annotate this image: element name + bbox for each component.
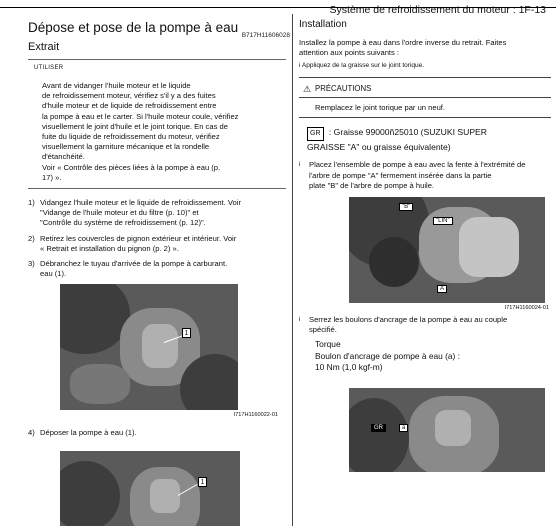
step-line: plate "B" de l'arbre de pompe à huile.: [309, 180, 435, 190]
step-text: [40, 259, 227, 279]
step-text: [40, 198, 241, 229]
step-list-2: [28, 428, 286, 438]
torque-value: 10 Nm (1,0 kgf-m): [315, 362, 383, 373]
step-line: « Retrait et installation du pignon (p. 2) ».: [40, 243, 179, 253]
grease-spec: [299, 126, 551, 153]
torque-description: Boulon d'ancrage de pompe à eau (a) :: [315, 350, 461, 361]
step-number: 4): [28, 428, 35, 438]
note-body: [28, 71, 286, 183]
water-pump-photo-2: [60, 451, 240, 526]
photo-tag-a: a: [399, 424, 408, 432]
step-item: [28, 259, 286, 279]
grease-icon: GR: [371, 424, 386, 432]
caution-text: Remplacez le joint torique par un neuf.: [299, 98, 551, 118]
note-line: visuellement la garniture mécanique et la rondelle: [42, 142, 210, 152]
install-step: [299, 315, 551, 335]
step-line: Vidangez l'huile moteur et le liquide de refroidissement. Voir: [40, 198, 241, 208]
caution-box: [299, 77, 551, 118]
note-line: de refroidissement moteur, vérifiez s'il y a des fuites: [42, 91, 216, 101]
step-number: 1): [28, 198, 35, 208]
step-marker: i: [299, 316, 301, 324]
step-line: l'arbre de pompe "A" fermement insérée dans la partie: [309, 170, 492, 180]
note-line: visuellement le joint d'huile et le joint torique. En cas de: [42, 121, 228, 131]
intro-line: Installez la pompe à eau dans l'ordre inverse du retrait. Faites: [299, 38, 507, 47]
note-line: Voir « Contrôle des pièces liées à la pompe à eau (p.: [42, 162, 221, 172]
right-column: [299, 18, 551, 472]
pump-shaft-photo: [349, 197, 545, 303]
step-text: Déposer la pompe à eau (1).: [40, 428, 137, 438]
section-title: Dépose et pose de la pompe à eau: [28, 20, 239, 35]
grease-icon: GR: [307, 127, 324, 141]
note-line: la pompe à eau et le carter. Si l'huile moteur coule, vérifiez: [42, 111, 239, 121]
subtitle: Extrait: [28, 41, 60, 53]
step-line: Serrez les boulons d'ancrage de la pompe à eau au couple: [309, 315, 508, 325]
header-rule: [0, 4, 556, 16]
anchor-bolt-photo: [349, 388, 545, 472]
page-header-title: Système de refroidissement du moteur : 1F-13: [329, 4, 546, 16]
photo-code: I717H1160024-01: [504, 305, 549, 312]
callout-1: 1: [198, 477, 207, 487]
reference-code: B717H11606028: [241, 32, 290, 39]
water-pump-photo: [60, 284, 238, 410]
note-box: [28, 59, 286, 189]
note-line: d'huile moteur et de liquide de refroidissement entre: [42, 101, 217, 111]
grease-bullet: i Appliquez de la graisse sur le joint torique.: [299, 62, 425, 70]
caution-header: [299, 78, 551, 98]
step-text: [309, 315, 507, 335]
photo-code: I717H1160022-01: [233, 412, 278, 419]
step-list: [28, 198, 286, 279]
step-line: Retirez les couvercles de pignon extérieur et intérieur. Voir: [40, 233, 237, 243]
grease-line: : Graisse 99000ñ25010 (SUZUKI SUPER: [328, 127, 487, 138]
callout-1: 1: [182, 328, 191, 338]
step-item: [28, 198, 286, 229]
torque-label: Torque: [315, 339, 341, 350]
note-line: 17) ».: [42, 172, 62, 182]
note-label: UTILISER: [34, 65, 64, 71]
column-divider: [292, 14, 293, 526]
step-line: "Contrôle du système de refroidissement (p. 12)".: [40, 218, 206, 228]
note-line: fuite du liquide de refroidissement du moteur, vérifiez: [42, 132, 220, 142]
step-item: [28, 428, 286, 438]
installation-title: Installation: [299, 19, 347, 30]
step-marker: i: [299, 161, 301, 169]
installation-intro: [299, 38, 551, 58]
step-line: "Vidange de l'huile moteur et du filtre (p. 10)" et: [40, 208, 199, 218]
step-line: eau (1).: [40, 269, 67, 279]
warning-triangle-icon: ⚠: [303, 84, 312, 95]
step-item: [28, 234, 286, 254]
intro-line: attention aux points suivants :: [299, 48, 400, 58]
step-line: Placez l'ensemble de pompe à eau avec la fente à l'extrémité de: [309, 160, 526, 170]
photo-tag-a: A: [437, 285, 447, 293]
grease-line: GRAISSE "A" ou graisse équivalente): [307, 142, 451, 153]
install-step: [299, 160, 551, 191]
step-number: 3): [28, 259, 35, 269]
photo-tag-b: "B": [399, 203, 413, 211]
note-line: d'étanchéité.: [42, 152, 85, 162]
photo-tag-lin: "LIN": [433, 217, 453, 225]
left-column: [28, 18, 290, 526]
caution-title: PRÉCAUTIONS: [315, 84, 372, 94]
step-text: [309, 160, 526, 191]
left-title-row: [28, 18, 290, 40]
note-line: Avant de vidanger l'huile moteur et le liquide: [42, 81, 191, 90]
step-text: [40, 234, 236, 254]
step-line: spécifié.: [309, 325, 337, 335]
step-line: Débranchez le tuyau d'arrivée de la pompe à carburant.: [40, 259, 228, 269]
step-number: 2): [28, 233, 35, 243]
torque-spec: [299, 339, 551, 374]
